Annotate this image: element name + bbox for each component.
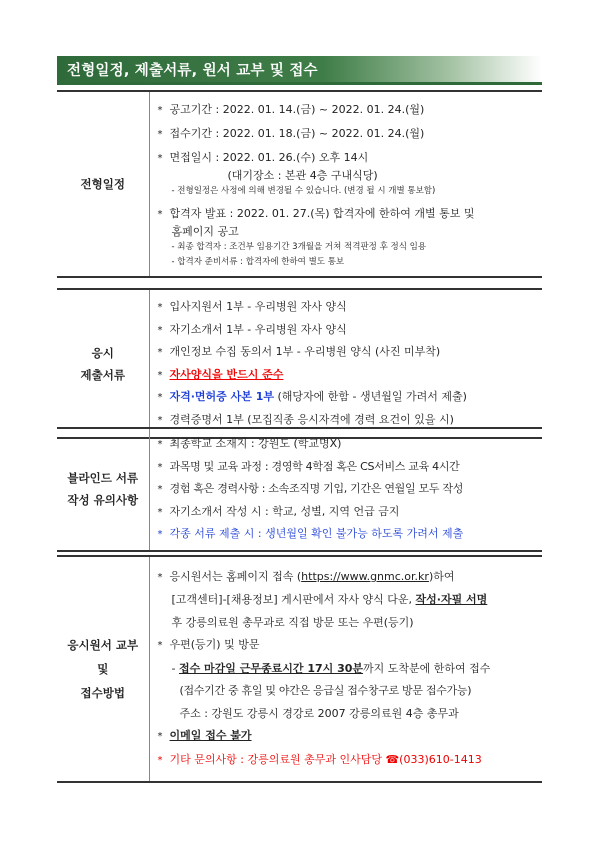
- final-hire-note: - 최종 합격자 : 조건부 임용기간 3개월을 거쳐 적격판정 후 정식 임용: [171, 242, 427, 252]
- blind-label: 블라인드 서류 작성 유의사항: [57, 428, 149, 551]
- app-line: [고객센터]-[채용정보] 게시판에서 자사 양식 다운, 작성·자필 서명: [171, 593, 488, 607]
- app-line: 주소 : 강원도 강릉시 경강로 2007 강릉의료원 4층 총무과: [179, 706, 459, 720]
- blind-item: * 과목명 및 교육 과정 : 경영학 4학점 혹은 CS서비스 교육 4시간: [157, 459, 460, 473]
- homepage-link[interactable]: https://www.gnmc.or.kr: [301, 569, 429, 583]
- app-line: (접수기간 중 휴일 및 야간은 응급실 접수창구로 방문 접수가능): [179, 684, 472, 698]
- receipt-period: * 접수기간 : 2022. 01. 18.(금) ~ 2022. 01. 24.(월): [157, 127, 425, 140]
- app-line: - 접수 마감일 근무종료시간 17시 30분까지 도착분에 한하여 접수: [171, 661, 491, 675]
- blind-item: * 최종학교 소재지 : 강원도 (학교명X): [157, 437, 342, 450]
- doc-item: * 경력증명서 1부 (모집직종 응시자격에 경력 요건이 있을 시): [157, 412, 454, 426]
- section-title: 전형일정, 제출서류, 원서 교부 및 접수: [67, 63, 318, 79]
- application-table: [57, 555, 542, 783]
- app-line: 후 강릉의료원 총무과로 직접 방문 또는 우편(등기): [171, 615, 414, 629]
- result-announcement: * 합격자 발표 : 2022. 01. 27.(목) 합격자에 한하여 개별 통보 및: [157, 207, 475, 220]
- interview-date: * 면접일시 : 2022. 01. 26.(수) 오후 14시: [157, 151, 369, 164]
- blind-item: * 각종 서류 제출 시 : 생년월일 확인 불가능 하도록 가려서 제출: [157, 527, 464, 540]
- app-line: * 우편(등기) 및 방문: [157, 638, 260, 652]
- notice-period: * 공고기간 : 2022. 01. 14.(금) ~ 2022. 01. 24.(월): [157, 103, 425, 116]
- doc-item: * 개인정보 수집 동의서 1부 - 우리병원 양식 (사진 미부착): [157, 345, 441, 358]
- doc-item: * 자기소개서 1부 - 우리병원 자사 양식: [157, 322, 347, 336]
- blind-item: * 경험 혹은 경력사항 : 소속조직명 기입, 기간은 연월일 모두 작성: [157, 482, 464, 495]
- header-rule: [57, 82, 542, 85]
- doc-item: * 자격·면허증 사본 1부 (해당자에 한함 - 생년월일 가려서 제출): [157, 390, 467, 403]
- blind-table: [57, 427, 542, 552]
- app-line: * 응시원서는 홈페이지 접속 (https://www.gnmc.or.kr)하여: [157, 569, 455, 583]
- doc-item: * 자사양식을 반드시 준수: [157, 367, 284, 381]
- schedule-note: - 전형일정은 사정에 의해 변경될 수 있습니다. (변경 될 시 개별 통보함): [171, 186, 436, 196]
- contact-line: * 기타 문의사항 : 강릉의료원 총무과 인사담당 ☎(033)610-1413: [157, 752, 482, 766]
- result-announcement-cont: 홈페이지 공고: [171, 225, 239, 238]
- schedule-table: [57, 90, 542, 278]
- schedule-label: 전형일정: [57, 91, 149, 277]
- waiting-place: (대기장소 : 본관 4층 구내식당): [227, 169, 378, 182]
- doc-item: * 입사지원서 1부 - 우리병원 자사 양식: [157, 300, 347, 313]
- blind-content: [149, 428, 542, 551]
- schedule-content: [149, 91, 542, 277]
- application-content: [149, 556, 542, 782]
- app-line: * 이메일 접수 불가: [157, 729, 252, 743]
- documents-table: [57, 288, 542, 439]
- section-header: [57, 56, 542, 82]
- docs-prep-note: - 합격자 준비서류 : 합격자에 한하여 별도 통보: [171, 257, 345, 267]
- application-label: 응시원서 교부 및 접수방법: [57, 556, 149, 782]
- blind-item: * 자기소개서 작성 시 : 학교, 성별, 지역 언급 금지: [157, 504, 400, 518]
- documents-content: [149, 289, 542, 438]
- documents-label: 응시 제출서류: [57, 289, 149, 438]
